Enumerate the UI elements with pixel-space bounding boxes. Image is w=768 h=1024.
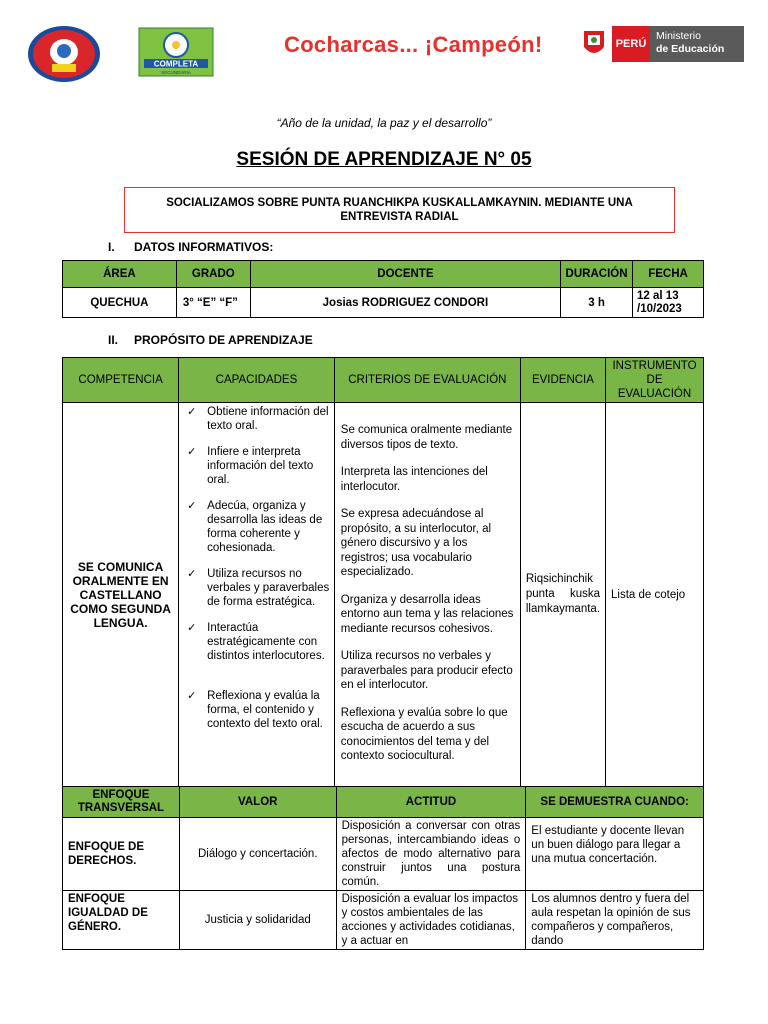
teacher-cell: Josias RODRIGUEZ CONDORI	[250, 288, 560, 318]
section-number: II.	[108, 333, 119, 347]
list-item: ✓ Obtiene información del texto oral.	[183, 405, 330, 433]
capacities-list	[183, 405, 330, 731]
header-cell: COMPETENCIA	[63, 358, 179, 403]
section-number: I.	[108, 240, 115, 254]
ministry-label	[650, 26, 744, 62]
header-cell: DURACIÓN	[561, 261, 633, 288]
list-item: ✓ Reflexiona y evalúa la forma, el contenido y contexto del texto oral.	[183, 689, 330, 731]
table-row	[63, 288, 704, 318]
peru-shield-icon	[580, 27, 608, 61]
approach-name-cell: ENFOQUE IGUALDAD DE GÉNERO.	[63, 891, 180, 950]
badge-text: COMPLETA	[153, 59, 199, 69]
list-item: ✓ Infiere e interpreta información del texto oral.	[183, 445, 330, 487]
criteria-item: Se comunica oralmente mediante diversos tipos de texto.	[340, 424, 513, 451]
header-cell: ACTITUD	[336, 787, 526, 818]
header-cell: DOCENTE	[250, 261, 560, 288]
transversal-approach-table	[62, 786, 704, 950]
jornada-escolar-completa-logo	[138, 27, 214, 77]
peru-label: PERÚ	[612, 26, 650, 62]
evidence-cell: Riqsichinchik punta kuska llamkaymanta.	[520, 403, 605, 787]
section-heading-1	[108, 240, 273, 254]
table-row	[63, 403, 704, 787]
header-cell: EVIDENCIA	[520, 358, 605, 403]
date-cell: 12 al 13 /10/2023	[633, 288, 704, 318]
section-label: DATOS INFORMATIVOS:	[134, 240, 274, 254]
list-item: ✓ Utiliza recursos no verbales y paraverbales de forma estratégica.	[183, 567, 330, 609]
criteria-item: Interpreta las intenciones del interlocutor.	[340, 466, 488, 493]
grade-cell: 3° “E” “F”	[176, 288, 250, 318]
criteria-item: Se expresa adecuándose al propósito, a su interlocutor, al género discursivo y a los registros; usa vocabulario especializado.	[340, 508, 492, 578]
header-cell: ÁREA	[63, 261, 177, 288]
demonstration-cell: Los alumnos dentro y fuera del aula respetan la opinión de sus compañeros y compañeros, dando	[526, 891, 704, 950]
header-cell: CAPACIDADES	[179, 358, 335, 403]
header-cell: GRADO	[176, 261, 250, 288]
session-title-box	[124, 187, 675, 233]
demonstration-cell: El estudiante y docente llevan un buen diálogo para llegar a una mutua concertación.	[526, 818, 704, 891]
value-cell: Justicia y solidaridad	[179, 891, 336, 950]
info-table	[62, 260, 704, 318]
year-motto: “Año de la unidad, la paz y el desarrollo”	[276, 116, 492, 130]
table-row	[63, 818, 704, 891]
header-cell: FECHA	[633, 261, 704, 288]
capacities-cell	[179, 403, 335, 787]
ministry-line2: de Educación	[656, 43, 725, 55]
header-cell: SE DEMUESTRA CUANDO:	[526, 787, 704, 818]
table-row	[63, 891, 704, 950]
info-table-header-row	[63, 261, 704, 288]
criteria-cell	[334, 403, 520, 787]
list-item: ✓ Interactúa estratégicamente con distintos interlocutores.	[183, 621, 330, 663]
approach-name-cell: ENFOQUE DE DERECHOS.	[63, 818, 180, 891]
school-crest-logo	[26, 24, 102, 84]
attitude-cell: Disposición a evaluar los impactos y costos ambientales de las acciones y actividades cotidianas, y a actuar en	[336, 891, 526, 950]
attitude-cell: Disposición a conversar con otras personas, intercambiando ideas o afectos de modo alternativo para construir juntos una postura común.	[336, 818, 526, 891]
ministry-logo	[580, 26, 746, 62]
criteria-item: Reflexiona y evalúa sobre lo que escucha de acuerdo a sus conocimientos del tema y del contexto sociocultural.	[340, 706, 508, 762]
approach-header-row	[63, 787, 704, 818]
ministry-line1: Ministerio	[656, 30, 701, 42]
area-cell: QUECHUA	[63, 288, 177, 318]
section-heading-2	[108, 333, 313, 347]
instrument-cell: Lista de cotejo	[606, 403, 704, 787]
header-cell: ENFOQUE TRANSVERSAL	[63, 787, 180, 818]
section-label: PROPÓSITO DE APRENDIZAJE	[134, 333, 313, 347]
session-title: SOCIALIZAMOS SOBRE PUNTA RUANCHIKPA KUSKALLAMKAYNIN. MEDIANTE UNA ENTREVISTA RADIAL	[166, 197, 633, 223]
competency-cell: SE COMUNICA ORALMENTE EN CASTELLANO COMO SEGUNDA LENGUA.	[63, 403, 179, 787]
criteria-item: Organiza y desarrolla ideas entorno aun tema y las relaciones mediante recursos cohesivos.	[340, 593, 514, 635]
duration-cell: 3 h	[561, 288, 633, 318]
purpose-table	[62, 357, 704, 787]
purpose-header-row	[63, 358, 704, 403]
school-slogan: Cocharcas... ¡Campeón!	[284, 32, 543, 57]
criteria-item: Utiliza recursos no verbales y paraverbales para producir efecto en el interlocutor.	[340, 650, 513, 691]
badge-subtext: SECUNDARIA	[161, 70, 191, 75]
value-cell: Diálogo y concertación.	[179, 818, 336, 891]
list-item: ✓ Adecúa, organiza y desarrolla las ideas de forma coherente y cohesionada.	[183, 499, 330, 555]
header-cell: VALOR	[179, 787, 336, 818]
header-cell: CRITERIOS DE EVALUACIÓN	[334, 358, 520, 403]
header-cell: INSTRUMENTO DE EVALUACIÓN	[606, 358, 704, 403]
page-title: SESIÓN DE APRENDIZAJE N° 05	[236, 149, 532, 170]
